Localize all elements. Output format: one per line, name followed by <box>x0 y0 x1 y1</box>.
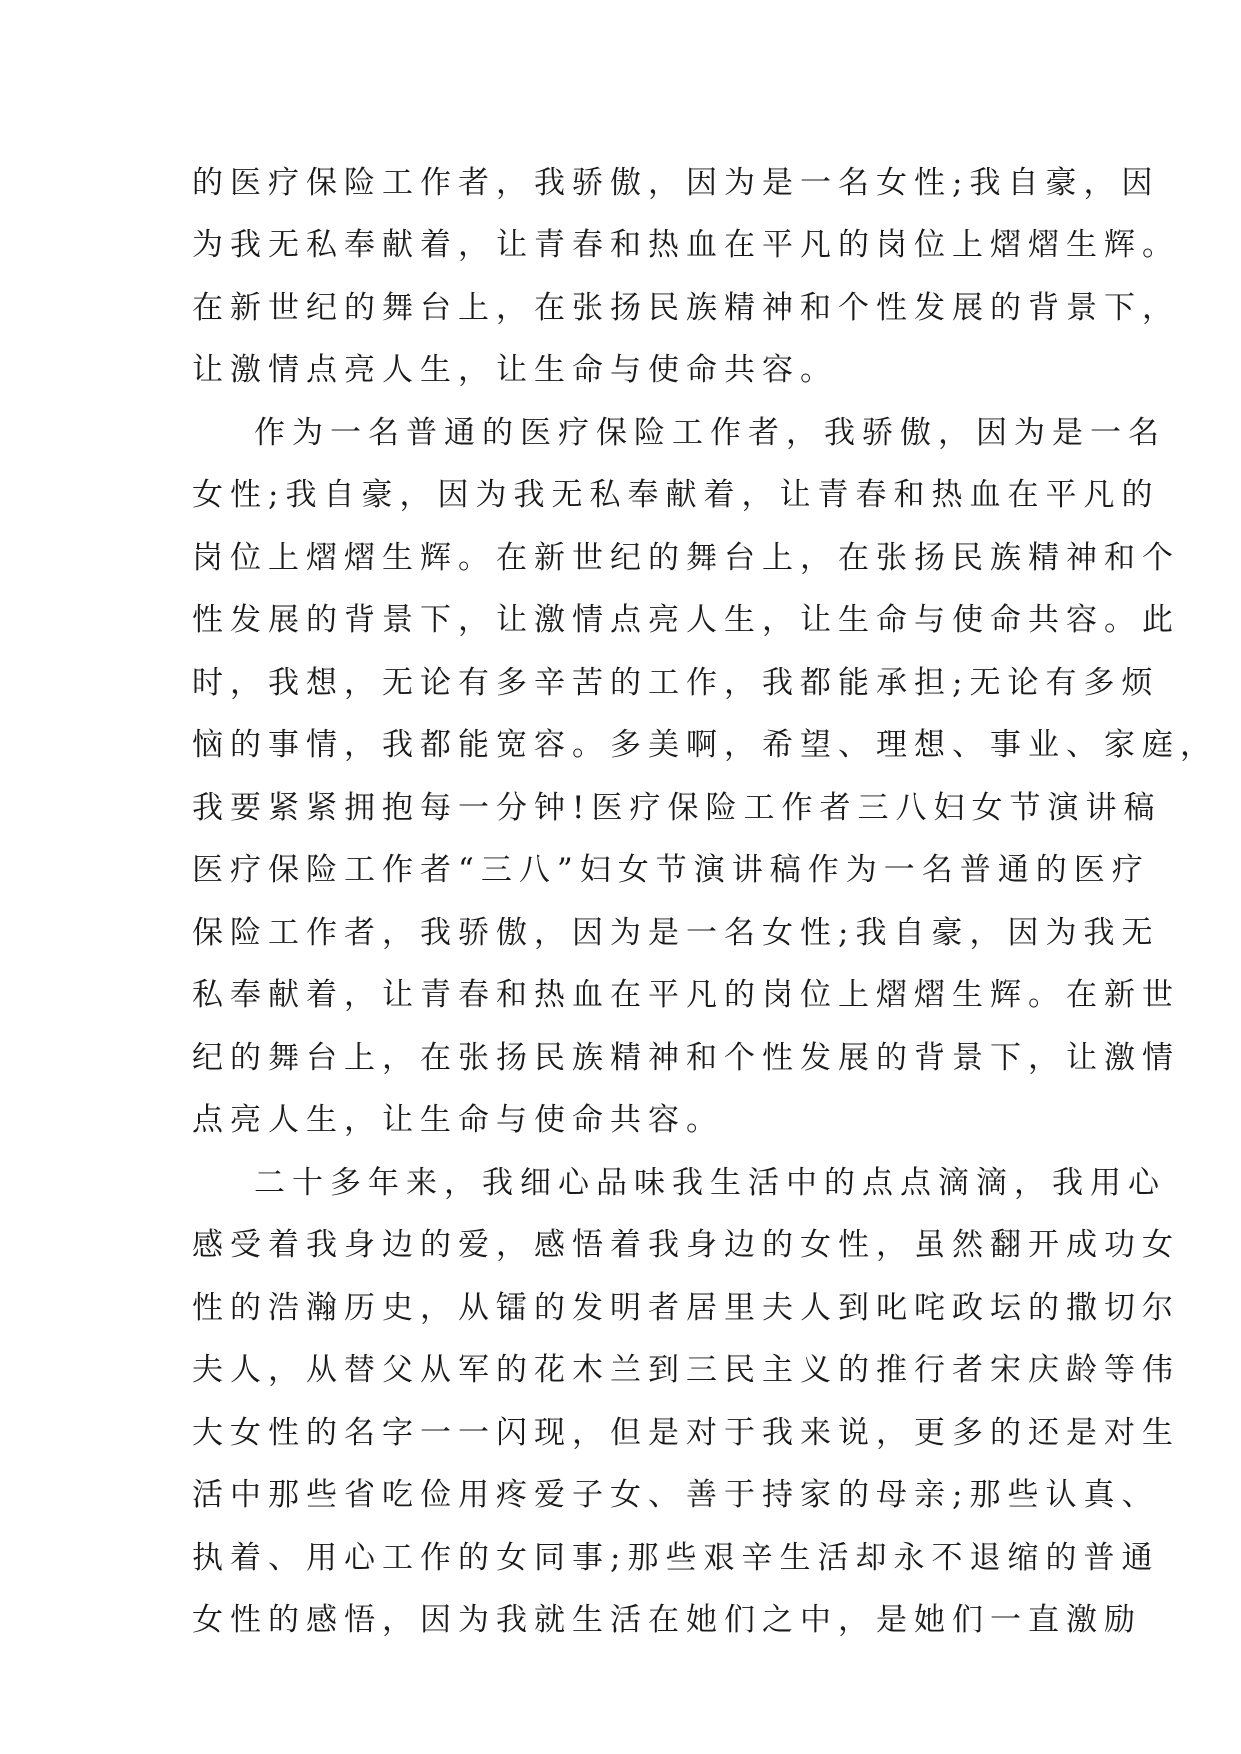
paragraph-first-line: 作为一名普通的医疗保险工作者，我骄傲，因为是一名 <box>254 415 1166 451</box>
text-line: 感受着我身边的爱，感悟着我身边的女性，虽然翻开成功女 <box>192 1227 1180 1263</box>
text-line: 性的浩瀚历史，从镭的发明者居里夫人到叱咤政坛的撒切尔 <box>192 1290 1180 1326</box>
text-line: 医疗保险工作者“三八”妇女节演讲稿作为一名普通的医疗 <box>192 852 1150 888</box>
text-line: 纪的舞台上，在张扬民族精神和个性发展的背景下，让激情 <box>192 1040 1180 1076</box>
text-line: 夫人，从替父从军的花木兰到三民主义的推行者宋庆龄等伟 <box>192 1352 1180 1388</box>
text-line: 恼的事情，我都能宽容。多美啊，希望、理想、事业、家庭， <box>192 727 1218 763</box>
text-line: 性发展的背景下，让激情点亮人生，让生命与使命共容。此 <box>192 602 1180 638</box>
text-line: 的医疗保险工作者，我骄傲，因为是一名女性;我自豪，因 <box>192 165 1160 201</box>
text-line: 执着、用心工作的女同事;那些艰辛生活却永不退缩的普通 <box>192 1540 1160 1576</box>
text-line: 女性的感悟，因为我就生活在她们之中，是她们一直激励 <box>192 1602 1142 1638</box>
text-line: 在新世纪的舞台上，在张扬民族精神和个性发展的背景下， <box>192 290 1180 326</box>
text-line: 大女性的名字一一闪现，但是对于我来说，更多的还是对生 <box>192 1415 1180 1451</box>
text-line: 时，我想，无论有多辛苦的工作，我都能承担;无论有多烦 <box>192 665 1160 701</box>
text-line: 我要紧紧拥抱每一分钟!医疗保险工作者三八妇女节演讲稿 <box>192 790 1162 826</box>
text-line: 让激情点亮人生，让生命与使命共容。 <box>192 352 838 388</box>
text-line: 私奉献着，让青春和热血在平凡的岗位上熠熠生辉。在新世 <box>192 977 1180 1013</box>
text-line: 点亮人生，让生命与使命共容。 <box>192 1102 724 1138</box>
text-line: 女性;我自豪，因为我无私奉献着，让青春和热血在平凡的 <box>192 477 1160 513</box>
text-line: 为我无私奉献着，让青春和热血在平凡的岗位上熠熠生辉。 <box>192 227 1180 263</box>
text-line: 保险工作者，我骄傲，因为是一名女性;我自豪，因为我无 <box>192 915 1160 951</box>
text-line: 活中那些省吃俭用疼爱子女、善于持家的母亲;那些认真、 <box>192 1477 1160 1513</box>
text-line: 岗位上熠熠生辉。在新世纪的舞台上，在张扬民族精神和个 <box>192 540 1180 576</box>
paragraph-first-line: 二十多年来，我细心品味我生活中的点点滴滴，我用心 <box>254 1165 1166 1201</box>
